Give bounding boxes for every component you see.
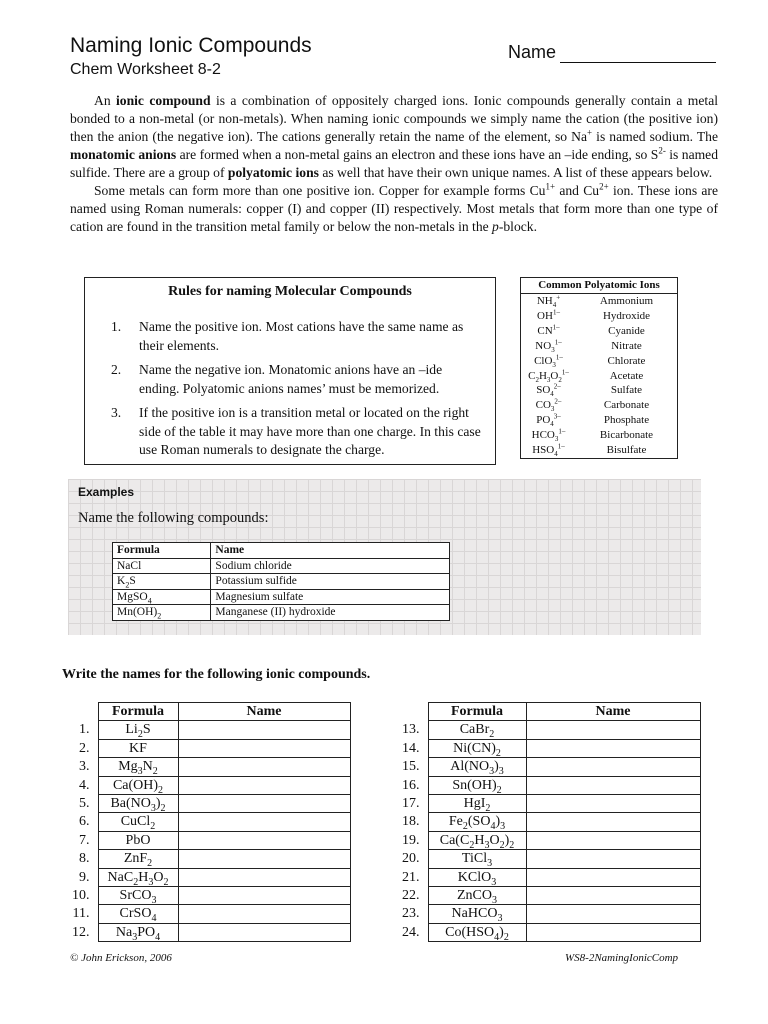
rules-box [84, 277, 496, 465]
question-number: 9. [79, 869, 90, 885]
question-formula: SrCO$_3$ [98, 887, 178, 905]
polyatomic-name: Phosphate [603, 414, 650, 427]
intro-paragraph-1: An ionic compound is a combination of oppositely charged ions. Ionic compounds generally contain a metal bonded to a non-metal (or non-metals). When naming ionic compounds we simply name the cation (the positive ion) then the anion (the negative ion). The cations generally retain the name of the element, so Na+ is named sodium. The monatomic anions are formed when a non-metal gains an electron and these ions have an –ide ending, so $S^{2-}$ is named sulfide. There are a group of polyatomic ions as well that have their own unique names. A list of these appears below. [70, 93, 719, 180]
question-number: 20. [402, 851, 420, 867]
polyatomic-formula: $OH^{1-}$ [537, 308, 560, 322]
example-row [113, 574, 450, 590]
worksheet-row [386, 739, 700, 757]
worksheet-number-header [386, 703, 428, 721]
worksheet-row [56, 887, 350, 905]
intro-text [70, 92, 718, 236]
answer-name-cell[interactable] [178, 850, 350, 868]
polyatomic-formula: $C_2H_3O_2^{1-}$ [528, 367, 569, 384]
worksheet-col-name: Name [526, 703, 700, 721]
answer-name-cell[interactable] [526, 758, 700, 776]
question-number: 16. [402, 777, 420, 793]
question-formula: $Ni(CN)_2$ [428, 739, 526, 757]
question-number: 8. [79, 851, 90, 867]
answer-name-cell[interactable] [526, 795, 700, 813]
example-formula: $Mn(OH)_2$ [113, 605, 211, 621]
name-blank-line[interactable] [560, 62, 716, 63]
question-formula: HgI$_2$ [428, 795, 526, 813]
question-number: 19. [402, 832, 420, 848]
worksheet-row [56, 850, 350, 868]
question-formula: CaBr$_2$ [428, 721, 526, 739]
polyatomic-name: Carbonate [603, 399, 650, 412]
worksheet-row [56, 905, 350, 923]
question-number: 15. [402, 759, 420, 775]
question-number: 17. [402, 796, 420, 812]
example-formula: NaCl [113, 558, 211, 574]
polyatomic-name: Ammonium [599, 295, 654, 307]
rules-list [111, 318, 483, 466]
question-formula: $Mg_3N_2$ [98, 758, 178, 776]
question-formula: TiCl$_3$ [428, 850, 526, 868]
rule-number: 2. [111, 362, 122, 377]
example-name: Potassium sulfide [211, 574, 450, 590]
answer-name-cell[interactable] [178, 905, 350, 923]
question-number: 18. [402, 814, 420, 830]
question-formula: CrSO$_4$ [98, 905, 178, 923]
polyatomic-row [521, 428, 678, 443]
polyatomic-row [521, 324, 678, 339]
worksheet-row [56, 739, 350, 757]
worksheet-row [386, 923, 700, 941]
question-formula: $NaC_2H_3O_2$ [98, 868, 178, 886]
answer-name-cell[interactable] [178, 831, 350, 849]
example-row [113, 589, 450, 605]
worksheet-row [386, 758, 700, 776]
question-formula: KF [98, 739, 178, 757]
worksheet-row [386, 721, 700, 739]
worksheet-col-formula: Formula [428, 703, 526, 721]
question-number: 4. [79, 777, 90, 793]
answer-name-cell[interactable] [178, 887, 350, 905]
question-formula: ZnCO$_3$ [428, 887, 526, 905]
polyatomic-formula: $HCO_3^{1-}$ [531, 427, 566, 444]
worksheet-row [56, 776, 350, 794]
polyatomic-name: Sulfate [610, 384, 643, 397]
polyatomic-row [521, 294, 678, 309]
worksheet-row [386, 905, 700, 923]
polyatomic-row [521, 354, 678, 369]
question-number: 10. [72, 888, 90, 904]
worksheet-row [56, 923, 350, 941]
answer-name-cell[interactable] [526, 813, 700, 831]
example-row [113, 605, 450, 621]
polyatomic-table-title: Common Polyatomic Ions [521, 278, 678, 294]
polyatomic-row [521, 339, 678, 354]
worksheet-row [56, 721, 350, 739]
example-name: Magnesium sulfate [211, 589, 450, 605]
rule-number: 3. [111, 405, 122, 420]
worksheet-row [386, 795, 700, 813]
worksheet-col-formula: Formula [98, 703, 178, 721]
rule-number: 1. [111, 319, 122, 334]
question-formula: $Sn(OH)_2$ [428, 776, 526, 794]
polyatomic-name: Cyanide [608, 324, 645, 337]
polyatomic-name: Chlorate [607, 354, 646, 367]
example-formula: $K_2S$ [113, 574, 211, 590]
answer-name-cell[interactable] [178, 923, 350, 941]
worksheet-row [56, 831, 350, 849]
answer-name-cell[interactable] [526, 721, 700, 739]
rule-text: Name the negative ion. Monatomic anions have an –ide ending. Polyatomic anions names’ must be memorized. [139, 362, 443, 396]
question-formula: $Na_3PO_4$ [98, 923, 178, 941]
rule-text: If the positive ion is a transition metal or located on the right side of the table it may have more than one charge. In this case use Roman numerals to designate the charge. [139, 405, 481, 457]
polyatomic-row [521, 383, 678, 398]
rule-item [111, 404, 483, 460]
answer-name-cell[interactable] [178, 795, 350, 813]
name-label: Name [508, 42, 557, 62]
answer-name-cell[interactable] [178, 776, 350, 794]
examples-panel [68, 479, 701, 635]
worksheet-row [386, 813, 700, 831]
question-formula: $Ca(C_2H_3O_2)_2$ [428, 831, 526, 849]
worksheet-row [56, 868, 350, 886]
worksheet-row [386, 850, 700, 868]
answer-name-cell[interactable] [178, 739, 350, 757]
polyatomic-ions-table [520, 277, 678, 459]
answer-name-cell[interactable] [526, 739, 700, 757]
answer-name-cell[interactable] [526, 868, 700, 886]
question-formula: $Ba(NO_3)_2$ [98, 795, 178, 813]
question-formula: $Ca(OH)_2$ [98, 776, 178, 794]
answer-name-cell[interactable] [526, 905, 700, 923]
question-number: 5. [79, 796, 90, 812]
footer-code: WS8-2NamingIonicComp [565, 952, 679, 964]
question-number: 6. [79, 814, 90, 830]
worksheet-heading: Write the names for the following ionic compounds. [62, 667, 371, 682]
answer-name-cell[interactable] [526, 887, 700, 905]
worksheet-row [386, 868, 700, 886]
worksheet-row [56, 795, 350, 813]
polyatomic-formula: $NO_3^{1-}$ [535, 338, 562, 354]
footer-copyright: © John Erickson, 2006 [70, 952, 172, 964]
answer-name-cell[interactable] [178, 813, 350, 831]
worksheet-row [386, 887, 700, 905]
examples-prompt: Name the following compounds: [78, 510, 269, 526]
question-formula: NaHCO$_3$ [428, 905, 526, 923]
answer-name-cell[interactable] [526, 831, 700, 849]
polyatomic-name: Bicarbonate [599, 429, 654, 442]
example-name: Manganese (II) hydroxide [211, 605, 450, 621]
worksheet-number-header [56, 703, 98, 721]
polyatomic-row [521, 369, 678, 384]
question-number: 3. [79, 759, 90, 775]
polyatomic-row [521, 309, 678, 324]
polyatomic-formula: $CO_3^{2-}$ [535, 397, 562, 414]
question-number: 14. [402, 740, 420, 756]
question-number: 11. [72, 906, 90, 922]
answer-name-cell[interactable] [178, 721, 350, 739]
examples-table [112, 542, 450, 621]
polyatomic-name: Nitrate [611, 339, 642, 352]
example-row [113, 558, 450, 574]
question-formula: ZnF$_2$ [98, 850, 178, 868]
worksheet-row [386, 776, 700, 794]
examples-col-name: Name [211, 543, 450, 559]
polyatomic-formula: $SO_4^{2-}$ [536, 382, 561, 399]
polyatomic-formula: ClO$_3^{1-}$ [534, 352, 563, 369]
example-name: Sodium chloride [211, 558, 450, 574]
polyatomic-formula: $PO_4^{3-}$ [536, 412, 561, 429]
examples-heading: Examples [78, 485, 135, 499]
question-formula: KClO$_3$ [428, 868, 526, 886]
question-number: 23. [402, 906, 420, 922]
question-formula: CuCl$_2$ [98, 813, 178, 831]
question-formula: $Al(NO_3)_3$ [428, 758, 526, 776]
question-number: 2. [79, 740, 90, 756]
question-number: 7. [79, 832, 90, 848]
intro-paragraph-2: Some metals can form more than one positive ion. Copper for example forms $Cu^{1+}$ and $Cu^{2+}$ ion. These ions are named using Roman numerals: copper (I) and copper (II) respectively. Most metals that form more than one type of cation are found in the transition metal family or below the non-metals in the p-block. [70, 181, 718, 234]
question-number: 24. [402, 924, 420, 940]
polyatomic-row [521, 398, 678, 413]
question-formula: PbO [98, 831, 178, 849]
page-title: Naming Ionic Compounds [70, 34, 312, 57]
question-number: 12. [72, 924, 90, 940]
rule-item [111, 361, 483, 398]
worksheet-table-left [56, 702, 351, 942]
question-number: 1. [79, 722, 90, 738]
question-number: 22. [402, 888, 420, 904]
polyatomic-name: Acetate [609, 369, 644, 382]
worksheet-row [56, 813, 350, 831]
worksheet-col-name: Name [178, 703, 350, 721]
answer-name-cell[interactable] [526, 776, 700, 794]
worksheet-subtitle: Chem Worksheet 8-2 [70, 61, 221, 78]
answer-name-cell[interactable] [178, 868, 350, 886]
polyatomic-name: Bisulfate [606, 444, 647, 457]
rules-title: Rules for naming Molecular Compounds [168, 284, 412, 299]
polyatomic-name: Hydroxide [602, 309, 651, 322]
polyatomic-formula: $NH_4^+$ [536, 293, 561, 310]
answer-name-cell[interactable] [526, 850, 700, 868]
worksheet-table-right [386, 702, 701, 942]
question-number: 13. [402, 722, 420, 738]
rule-item [111, 318, 483, 355]
question-formula: $Fe_2(SO_4)_3$ [428, 813, 526, 831]
polyatomic-formula: $CN^{1-}$ [537, 323, 560, 337]
polyatomic-row [521, 443, 678, 458]
question-formula: $Co(HSO_4)_2$ [428, 923, 526, 941]
answer-name-cell[interactable] [178, 758, 350, 776]
question-formula: $Li_2S$ [98, 721, 178, 739]
examples-col-formula: Formula [113, 543, 211, 559]
answer-name-cell[interactable] [526, 923, 700, 941]
polyatomic-row [521, 413, 678, 428]
example-formula: MgSO$_4$ [113, 589, 211, 605]
polyatomic-formula: $HSO_4^{1-}$ [532, 442, 565, 459]
question-number: 21. [402, 869, 420, 885]
worksheet-row [56, 758, 350, 776]
rule-text: Name the positive ion. Most cations have the same name as their elements. [139, 319, 464, 353]
worksheet-row [386, 831, 700, 849]
